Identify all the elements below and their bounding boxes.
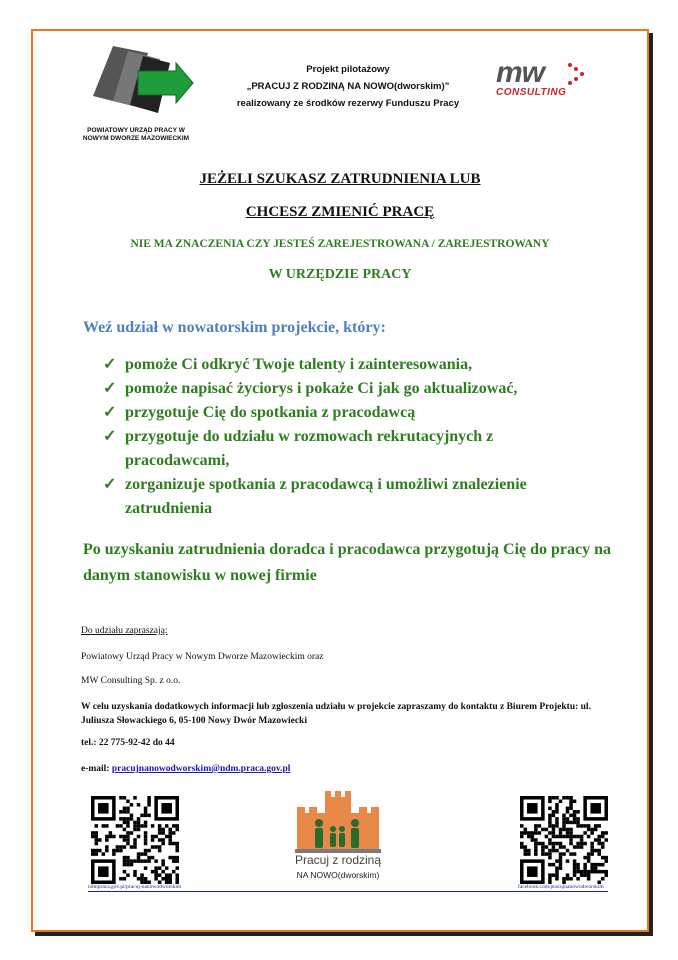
subheadline-line-2: W URZĘDZIE PRACY [268,267,412,282]
contact-info: W celu uzyskania dodatkowych informacji lub zgłoszenia udziału w projekcie zapraszamy do kontaktu z Biurem Projektu: ul. Juliusza Słowackiego 6, 05-100 Nowy Dwór Mazowiecki [81,702,591,726]
mw-dots-icon [566,61,596,87]
footer-right-link[interactable]: facebook.com/pracujnanowodworskim [518,884,604,890]
email-label: e-mail: [81,764,112,774]
qr-code-right[interactable] [520,796,608,884]
benefit-item: ✓ pomoże Ci odkryć Twoje talenty i zainteresowania, [103,353,623,377]
benefit-item: ✓ przygotuje Cię do spotkania z pracodawcą [103,401,623,425]
mw-consulting-logo [496,56,606,103]
footer-divider [88,891,608,892]
pup-logo-caption: POWIATOWY URZĄD PRACY W NOWYM DWORZE MAZOWIECKIM [82,127,190,142]
check-icon: ✓ [103,356,117,373]
benefit-item: ✓ zorganizuje spotkania z pracodawcą i umożliwi znalezienie zatrudnienia [103,473,595,521]
email-line [81,763,290,775]
benefit-item: ✓ przygotuje do udziału w rozmowach rekrutacyjnych z pracodawcami, [103,425,565,473]
benefit-item: ✓ pomoże napisać życiorys i pokaże Ci jak go aktualizować, [103,377,623,401]
check-icon: ✓ [103,380,117,397]
project-logo-subtitle: NA NOWO(dworskim) [296,870,380,880]
pup-logo [88,41,198,127]
project-logo-title: Pracuj z rodziną [294,853,382,867]
check-icon: ✓ [103,476,117,493]
headline-line-1: JEŻELI SZUKASZ ZATRUDNIENIA LUB [199,171,481,187]
poster-sheet [31,29,649,932]
organizer-1: Powiatowy Urząd Pracy w Nowym Dworze Mazowieckim oraz [81,652,324,662]
project-line-2: „PRACUJ Z RODZINĄ NA NOWO(dworskim)” [246,81,450,92]
phone-number: tel.: 22 775-92-42 do 44 [81,738,175,748]
qr-code-left[interactable] [91,796,179,884]
mw-logo-sub: CONSULTING [496,87,567,98]
invite-heading: Do udziału zapraszają: [81,626,168,636]
subheadline-line-1: NIE MA ZNACZENIA CZY JESTEŚ ZAREJESTROWANA / ZAREJESTROWANY [130,238,550,250]
mw-logo-text: mw [496,56,545,89]
email-link[interactable]: pracujnanowodworskim@ndm.praca.gov.pl [111,764,291,774]
closing-text: Po uzyskaniu zatrudnienia doradca i pracodawca przygotują Cię do pracy na danym stanowisku w nowej firmie [83,541,612,584]
project-logo-castle-family [295,791,381,857]
check-icon: ✓ [103,428,117,445]
project-line-1: Projekt pilotażowy [306,64,390,75]
intro-text: Weź udział w nowatorskim projekcie, który: [83,319,386,336]
check-icon: ✓ [103,404,117,421]
benefits-list [103,353,623,521]
footer-left-link[interactable]: ndmpraca.gov.pl/pracuj-nanowodworskim [88,884,182,890]
organizer-2: MW Consulting Sp. z o.o. [81,676,181,686]
headline-line-2: CHCESZ ZMIENIĆ PRACĘ [245,204,435,220]
project-header [203,61,493,112]
project-line-3: realizowany ze środków rezerwy Funduszu Pracy [236,98,460,109]
